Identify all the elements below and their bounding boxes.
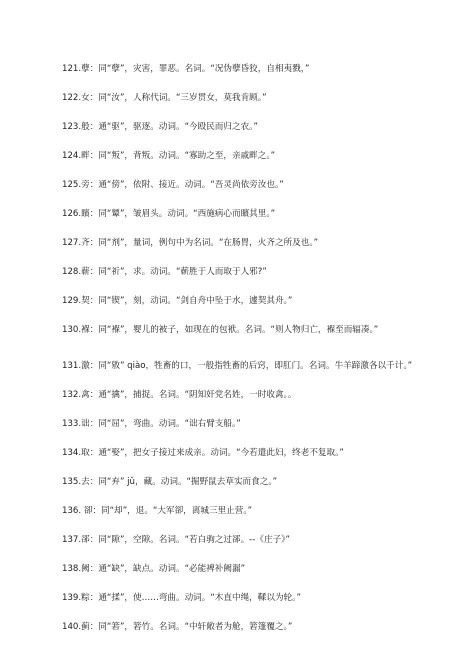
- entry-140: 140.蓟：同“箬”，箬竹。名词。“中轩敞者为舱，箬篷覆之。”: [62, 622, 293, 632]
- entry-list: [62, 62, 462, 634]
- entry-130: 130.褓：同“褓”，婴儿的被子，如现在的包袱。名词。“则人物归亡，褓至而辐凑。”: [62, 325, 379, 335]
- entry-126: 126.矉：同“颦”，皱眉头。动词。“西施病心而矉其里。”: [62, 209, 276, 219]
- entry-124: 124.畔：同“叛”，背叛。动词。“寡助之至，亲戚畔之。”: [62, 151, 276, 161]
- entry-139: 139.粽：通“揉”，使……弯曲。动词。“木直中绳，鞣以为轮。”: [62, 593, 301, 603]
- entry-121: 121.孽：同“孽”，灾害，罪恶。名词。“况伪孽昏狡，自相夷戮，”: [62, 64, 310, 74]
- entry-122: 122.女：同“汝”，人称代词。“三岁贯女，莫我肯顾。”: [62, 93, 267, 103]
- entry-136: 136. 卻：同“却”，退。“大军卻，离城三里止营。”: [62, 506, 253, 516]
- entry-129: 129.契：同“锲”，刻，动词。“剑自舟中坠于水，遽契其舟。”: [62, 296, 293, 306]
- entry-138: 138.阙：通“缺”，缺点。动词。“必能裨补阙漏”: [62, 564, 246, 574]
- entry-131: 131.激：同“敫” qiào，牲畜的口，一般指牲畜的后窍，即肛门。名词。牛羊蹄激各以千计。”: [62, 361, 413, 371]
- entry-135: 135.去：同“弃” jǔ，藏。动词。“掘野鼠去草实而食之。”: [62, 477, 278, 487]
- entry-134: 134.取：通“娶”，把女子接过来成亲。动词。“今若遣此妇，终老不复取。”: [62, 448, 344, 458]
- entry-137: 137.郤：同“隙”，空隙。名词。“若白驹之过郤。--《庄子》”: [62, 535, 290, 545]
- entry-132: 132.禽：通“擒”，捕捉。名词。“阴知奸党名姓，一时收禽。。: [62, 390, 297, 400]
- entry-125: 125.旁：通“傍”，依附、接近。动词。“吾灵尚依旁汝也。”: [62, 180, 284, 190]
- entry-123: 123.般：通“驱”，驱逐。动词。“今殴民而归之农。”: [62, 122, 258, 132]
- entry-133: 133.诎：同“屈”，弯曲。动词。“诎右臂支船。”: [62, 419, 241, 429]
- entry-127: 127.齐：同“剂”，量词，例句中为名词。“在肠胃，火齐之所及也。”: [62, 238, 319, 248]
- entry-128: 128.蕲：同“祈”，求。动词。“蕲胜于人而取于人邪?”: [62, 267, 267, 277]
